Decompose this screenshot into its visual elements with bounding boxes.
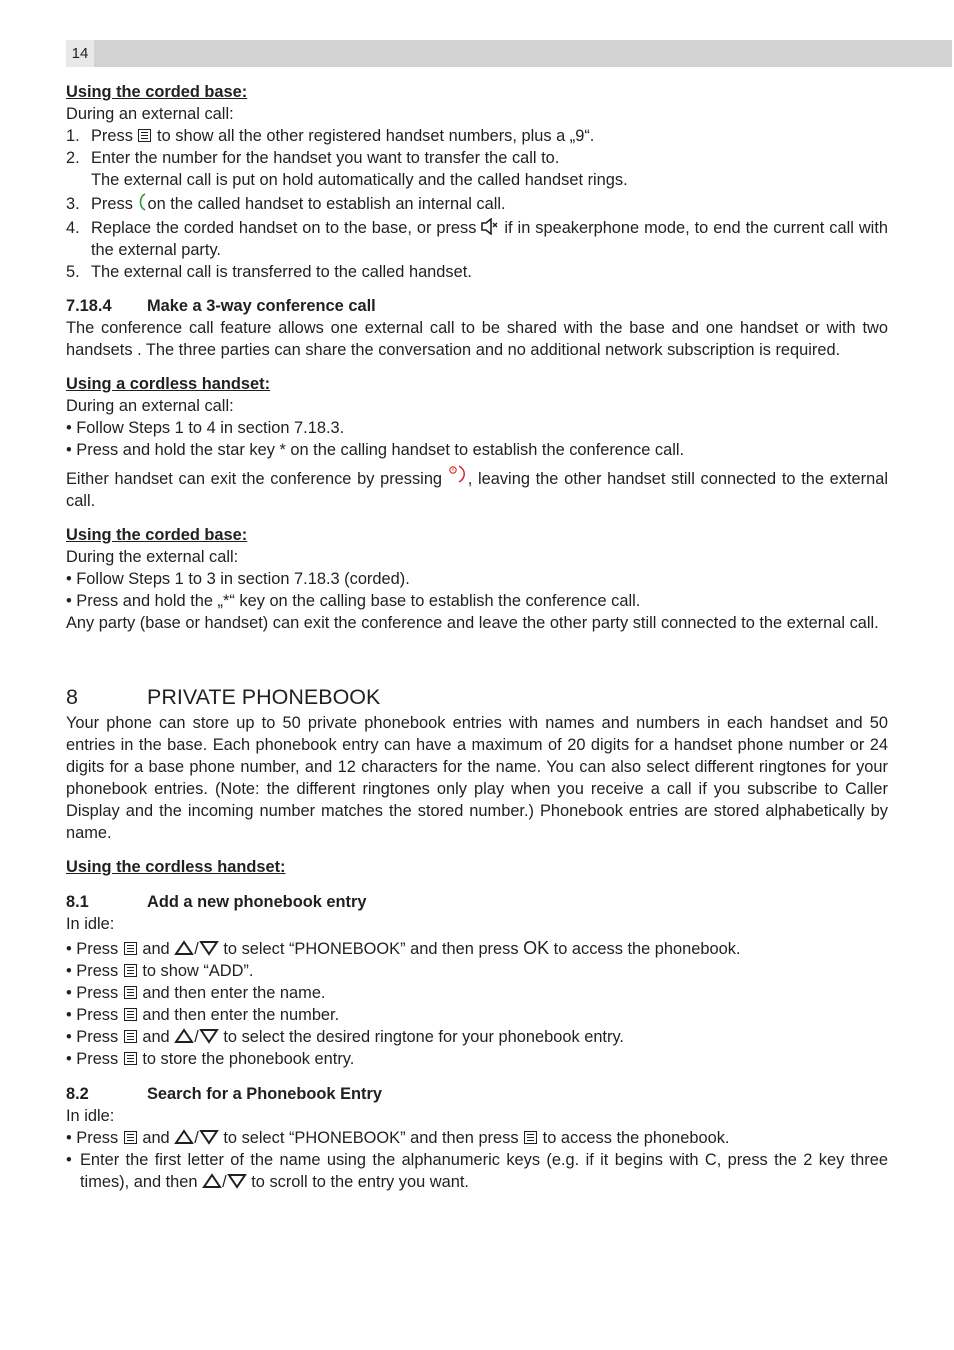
list-item: 1. Press to show all the other registered handset numbers, plus a „9“.: [66, 127, 595, 145]
up-arrow-icon: [174, 1028, 194, 1044]
intro-text: In idle:: [66, 915, 115, 933]
ok-icon: OK: [523, 938, 550, 958]
list-item: • Press and / to select “PHONEBOOK” and then press OK to access the phonebook.: [66, 938, 741, 958]
section-heading: Using a cordless handset:: [66, 375, 271, 393]
section-title: 8.1 Add a new phonebook entry: [66, 893, 367, 911]
down-arrow-icon: [227, 1173, 247, 1189]
list-item: • Press and hold the „*“ key on the calling base to establish the conference call.: [66, 592, 641, 610]
menu-icon: [124, 964, 137, 977]
menu-icon: [124, 986, 137, 999]
intro-text: During an external call:: [66, 105, 234, 123]
menu-icon: [124, 1052, 137, 1065]
menu-icon: [138, 129, 151, 142]
list-item: 3. Press on the called handset to establish an internal call.: [66, 195, 506, 213]
section-heading: Using the cordless handset:: [66, 858, 286, 876]
paragraph: The conference call feature allows one external call to be shared with the base and one handset or with two handsets . The three parties can share the conversation and no additional network subscription is required.: [66, 319, 888, 359]
list-item: • Press to store the phonebook entry.: [66, 1050, 355, 1068]
section-heading: Using the corded base:: [66, 83, 248, 101]
list-item: 4. Replace the corded handset on to the base, or press if in speakerphone mode, to end the current call with the external party.: [66, 219, 888, 259]
list-item: • Press and / to select “PHONEBOOK” and then press to access the phonebook.: [66, 1129, 730, 1147]
list-item: • Press to show “ADD”.: [66, 962, 254, 980]
list-item: The external call is put on hold automatically and the called handset rings.: [91, 171, 628, 189]
end-call-icon: [448, 464, 468, 484]
intro-text: During an external call:: [66, 397, 234, 415]
intro-text: In idle:: [66, 1107, 115, 1125]
speaker-icon: [481, 218, 499, 235]
list-item: • Press and then enter the number.: [66, 1006, 340, 1024]
section-title: 7.18.4 Make a 3-way conference call: [66, 297, 376, 315]
list-item: • Follow Steps 1 to 4 in section 7.18.3.: [66, 419, 345, 437]
menu-icon: [524, 1131, 537, 1144]
call-icon: [137, 193, 147, 211]
paragraph: Your phone can store up to 50 private phonebook entries with names and numbers in each handset and 50 entries in the base. Each phonebook entry can have a maximum of 20 digits for a handset phone number or 24 digits for a base phone number, and 12 characters for the name. You can also select different ringtones for your phonebook entries. (Note: the different ringtones only play when you receive a call if you subscribe to Caller Display and the incoming number matches the stored number.) Phonebook entries are stored alphabetically by name.: [66, 714, 888, 842]
list-item: 2. Enter the number for the handset you want to transfer the call to.: [66, 149, 560, 167]
paragraph: Any party (base or handset) can exit the conference and leave the other party still connected to the external call.: [66, 614, 879, 632]
up-arrow-icon: [174, 940, 194, 956]
menu-icon: [124, 1008, 137, 1021]
page-number: 14: [66, 40, 94, 67]
menu-icon: [124, 1131, 137, 1144]
list-item: • Press and then enter the name.: [66, 984, 326, 1002]
list-item: 5. The external call is transferred to the called handset.: [66, 263, 472, 281]
list-item: • Press and hold the star key * on the calling handset to establish the conference call.: [66, 441, 685, 459]
list-item: • Enter the first letter of the name using the alphanumeric keys (e.g. if it begins with C, press the 2 key three times), and then / to scroll to the entry you want.: [66, 1151, 888, 1191]
up-arrow-icon: [202, 1173, 222, 1189]
list-item: • Press and / to select the desired ringtone for your phonebook entry.: [66, 1028, 624, 1046]
menu-icon: [124, 942, 137, 955]
up-arrow-icon: [174, 1129, 194, 1145]
section-title: 8.2 Search for a Phonebook Entry: [66, 1085, 382, 1103]
header-bar: [66, 40, 952, 67]
intro-text: During the external call:: [66, 548, 239, 566]
down-arrow-icon: [199, 1129, 219, 1145]
section-heading: Using the corded base:: [66, 526, 248, 544]
page-content: [66, 81, 888, 1193]
down-arrow-icon: [199, 940, 219, 956]
menu-icon: [124, 1030, 137, 1043]
paragraph: Either handset can exit the conference by pressing , leaving the other handset still connected to the external call.: [66, 464, 888, 512]
down-arrow-icon: [199, 1028, 219, 1044]
chapter-title: 8 PRIVATE PHONEBOOK: [66, 685, 381, 709]
list-item: • Follow Steps 1 to 3 in section 7.18.3 (corded).: [66, 570, 410, 588]
